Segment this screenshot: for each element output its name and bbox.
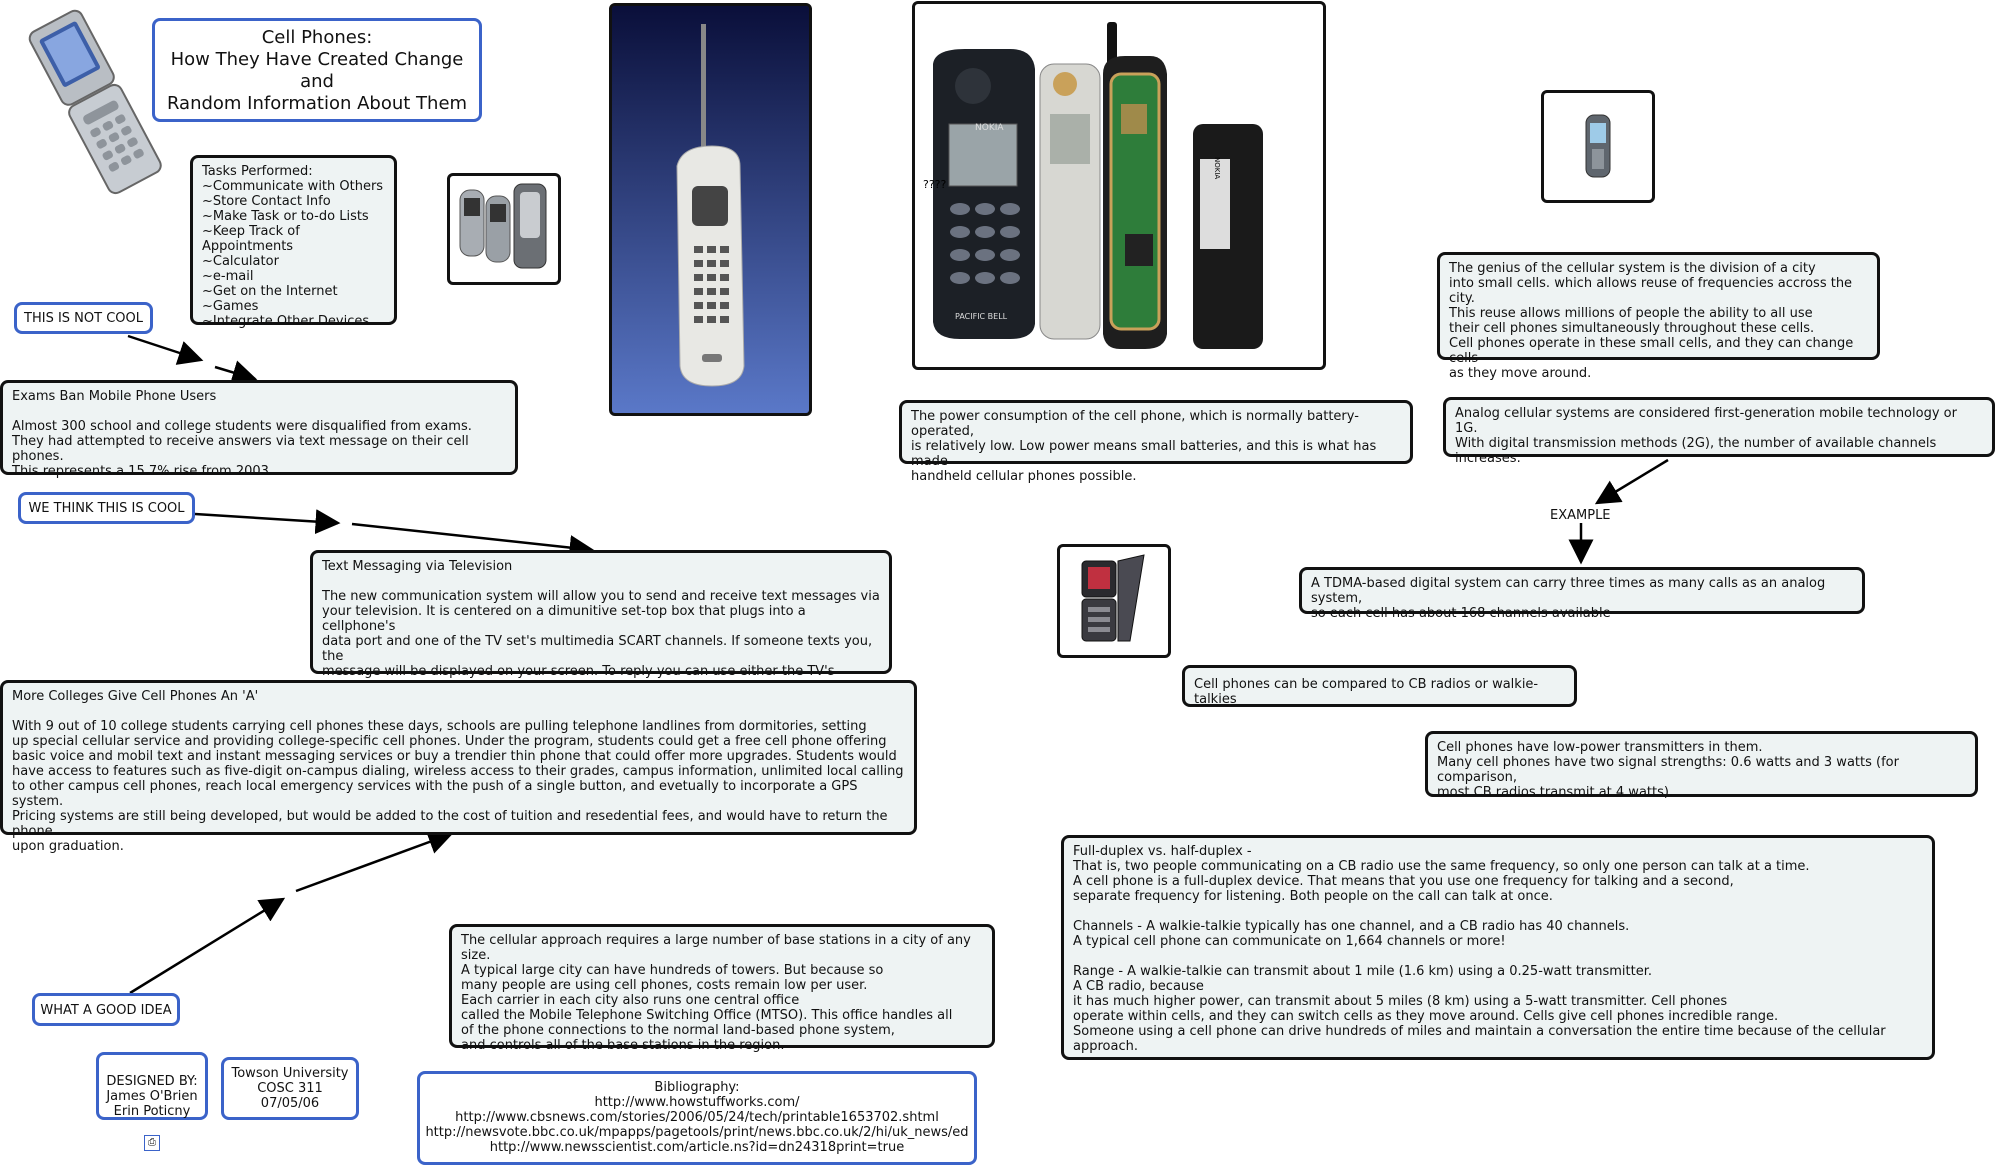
attachment-icon[interactable]: ⎙ bbox=[144, 1135, 160, 1151]
tdma-note: A TDMA-based digital system can carry three times as many calls as an analog system, so each cell has about 168 channels available bbox=[1299, 567, 1865, 614]
arrow-analog-example bbox=[1597, 460, 1668, 503]
razr-phone-image bbox=[1057, 544, 1171, 658]
tasks-performed-note: Tasks Performed: ~Communicate with Others ~Store Contact Info ~Make Task or to-do Lists ~Keep Track of Appointments ~Calculator ~e-mail ~Get on the Internet ~Games ~Integrate Other Devices bbox=[190, 155, 397, 325]
arrow-cool-2 bbox=[352, 524, 592, 550]
base-stations-note: The cellular approach requires a large number of base stations in a city of any size. A typical large city can have hundreds of towers. But because so many people are using cell phones, costs remain low per user. Each carrier in each city also runs one central office called the Mobile Telephone Switching Office (MTSO). This office handles all of the phone connections to the normal land-based phone system, and controls all of the base stations in the region. bbox=[449, 924, 995, 1048]
battery-logo-text: NOKIA bbox=[1213, 157, 1221, 180]
question-marks-text: ???? bbox=[923, 178, 947, 191]
silver-phone-image bbox=[1541, 90, 1655, 203]
brick-phone-image bbox=[609, 3, 812, 416]
duplex-note: Full-duplex vs. half-duplex - That is, two people communicating on a CB radio use the same frequency, so only one person can talk at a time. A cell phone is a full-duplex device. That means that you use one frequency for talking and a second, separate frequency for listening. Both people on the call can talk at once. Channels - A walkie-talkie typically has one channel, and a CB radio has 40 channels. A typical cell phone can communicate on 1,664 channels or more! Range - A walkie-talkie can transmit about 1 mile (1.6 km) using a 0.25-watt transmitter. A CB radio, because it has much higher power, can transmit about 5 miles (8 km) using a 5-watt transmitter. Cell phones operate within cells, and they can switch cells as they move around. Cells give cell phones incredible range. Someone using a cell phone can drive hundreds of miles and maintain a conversation the entire time because of the cellular approach. bbox=[1061, 835, 1935, 1060]
text-tv-note: Text Messaging via Television The new communication system will allow you to send and receive text messages via your television. It is centered on a dimunitive set-top box that plugs into a cellphone's data port and one of the TV set's multimedia SCART channels. If someone texts you, the message will be displayed on your screen. To reply you can use either the TV's bbox=[310, 550, 892, 674]
arrow-cool-1 bbox=[195, 514, 338, 523]
nokia-disassembled-image bbox=[912, 1, 1326, 370]
cellular-genius-note: The genius of the cellular system is the division of a city into small cells. which allows reuse of frequencies accross the city. This reuse allows millions of people the ability to all use their cell phones simultaneously throughout these cells. Cell phones operate in these small cells, and they can change cells as they move around. bbox=[1437, 252, 1880, 360]
pacific-bell-logo-text: PACIFIC BELL bbox=[955, 312, 1008, 321]
designed-by-note bbox=[96, 1052, 208, 1148]
example-label: EXAMPLE bbox=[1550, 508, 1611, 523]
power-consumption-note: The power consumption of the cell phone, which is normally battery-operated, is relatively low. Low power means small batteries, and this is what has made handheld cellular phones possible. bbox=[899, 400, 1413, 464]
page-title: Cell Phones: How They Have Created Change and Random Information About Them bbox=[152, 18, 482, 122]
nokia-phones-image bbox=[447, 173, 561, 285]
arrow-not-cool-2 bbox=[215, 367, 255, 379]
bibliography-note: Bibliography: http://www.howstuffworks.com/ http://www.cbsnews.com/stories/2006/05/24/tech/printable1653702.shtml http://newsvote.bbc.co.uk/mpapps/pagetools/print/news.bbc.co.uk/2/hi/uk_news/ed http://www.newsscientist.com/article.ns?id=dn24318print=true bbox=[417, 1071, 977, 1165]
exams-ban-note: Exams Ban Mobile Phone Users Almost 300 school and college students were disqualified from exams. They had attempted to receive answers via text message on their cell phones. This represents a 15.7% rise from 2003 bbox=[0, 380, 518, 475]
towson-note: Towson University COSC 311 07/05/06 bbox=[221, 1057, 359, 1120]
designed-by-text: DESIGNED BY: James O'Brien Erin Poticny bbox=[106, 1074, 198, 1119]
arrow-good-idea-2 bbox=[296, 834, 451, 891]
cb-compare-note: Cell phones can be compared to CB radios or walkie-talkies bbox=[1182, 665, 1577, 707]
analog-systems-note: Analog cellular systems are considered first-generation mobile technology or 1G. With digital transmission methods (2G), the number of available channels increases. bbox=[1443, 397, 1995, 457]
think-cool-label: WE THINK THIS IS COOL bbox=[18, 492, 195, 524]
not-cool-label: THIS IS NOT COOL bbox=[14, 302, 153, 334]
arrow-good-idea-1 bbox=[130, 899, 283, 993]
low-power-note: Cell phones have low-power transmitters in them. Many cell phones have two signal strengths: 0.6 watts and 3 watts (for comparison, most CB radios transmit at 4 watts). bbox=[1425, 731, 1978, 797]
good-idea-label: WHAT A GOOD IDEA bbox=[32, 993, 180, 1026]
colleges-note: More Colleges Give Cell Phones An 'A' With 9 out of 10 college students carrying cell phones these days, schools are pulling telephone landlines from dormitories, setting up special cellular service and providing college-specific cell phones. Under the program, students could get a free cell phone offering basic voice and mobil text and instant messaging services or buy a trendier thin phone that could offer more upgrades. Students would have access to features such as five-digit on-campus dialing, wireless access to their grades, campus information, unlimited local calling to other campus cell phones, reach local emergency services with the push of a single button, and evetually to incorporate a GPS system. Pricing systems are still being developed, but would be added to the cost of tuition and resedential fees, and would have to return the phone upon graduation. bbox=[0, 680, 917, 835]
arrow-not-cool-1 bbox=[128, 336, 201, 360]
nokia-logo-text: NOKIA bbox=[975, 123, 1004, 133]
